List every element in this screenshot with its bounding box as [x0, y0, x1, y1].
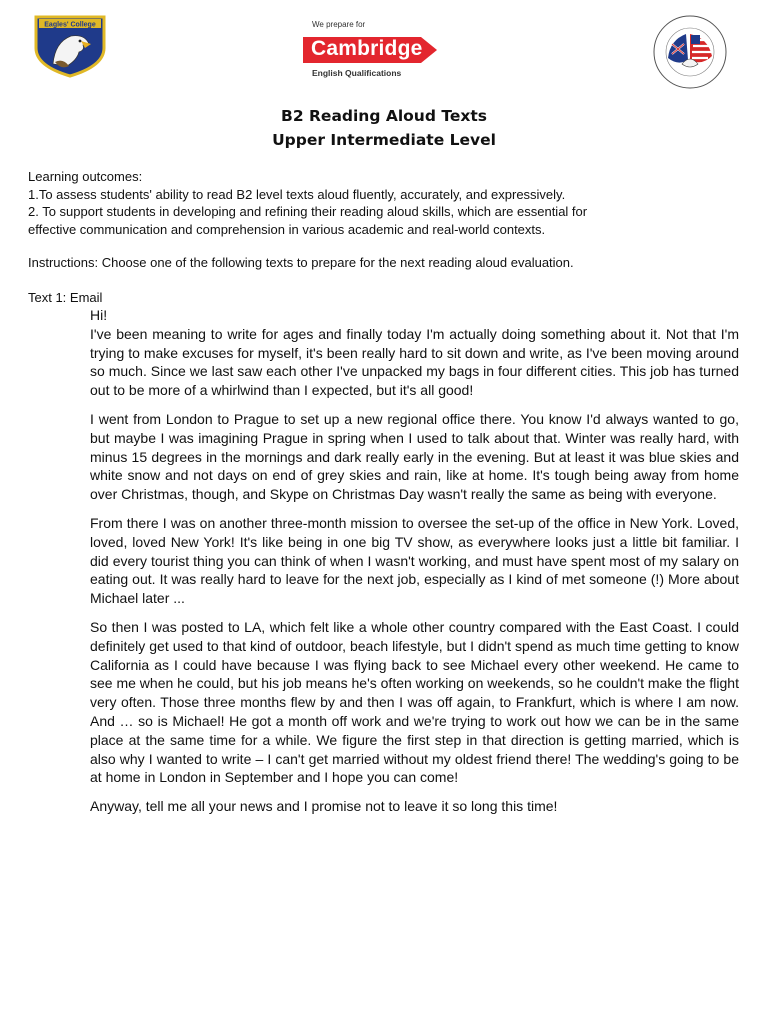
email-paragraph: I went from London to Prague to set up a new regional office there. You know I'd always wanted to go, but maybe I was imagining Prague in spring when I used to talk about that. Winter was really hard, with minus 15 degrees in the mornings and dark really early in the evening. But at least it was blue skies and white snow and not days on end of grey skies and rain, like at home. It's tough being away from home over Christmas, though, and Skype on Christmas Day wasn't really the same as being with everyone.	[90, 410, 739, 503]
learning-outcomes	[28, 168, 748, 238]
instructions: Instructions: Choose one of the following texts to prepare for the next reading aloud evaluation.	[28, 255, 574, 270]
cambridge-brand: Cambridge	[311, 37, 423, 60]
text-1-label: Text 1: Email	[28, 290, 103, 305]
document-titles	[0, 104, 768, 152]
email-paragraph: From there I was on another three-month mission to oversee the set-up of the office in New York. Loved, loved, loved New York! It's like being in one big TV show, as everywhere looks just a little bit familiar. I did every tourist thing you can think of when I wasn't working, and must have spent most of my salary on eating out. It was really hard to leave for the next job, especially as I kind of met someone (!) More about Michael later ...	[90, 514, 739, 607]
document-title: B2 Reading Aloud Texts	[281, 107, 487, 125]
outcome-2-line-a: 2. To support students in developing and refining their reading aloud skills, which are essential for	[28, 204, 588, 219]
learning-outcomes-heading: Learning outcomes:	[28, 169, 143, 184]
cambridge-tagline: We prepare for	[312, 20, 366, 29]
email-paragraph: So then I was posted to LA, which felt like a whole other country compared with the East Coast. I could definitely get used to that kind of outdoor, beach lifestyle, but I didn't spend as much time getting to know California as I could have because I was flying back to see Michael every other weekend. He came to see me when he could, but his job means he's often working on weekends, so he couldn't make the flight very often. Those three months flew by and then I was off again, to Frankfurt, which is where I am now. And … so is Michael! He got a month off work and we're trying to work out how we can be in the same place at the same time for a while. We figure the first step in that direction is getting married, which is also why I wanted to write – I can't get married without my oldest friend there! The wedding's going to be at home in London in September and I hope you can come!	[90, 618, 739, 786]
email-greeting: Hi!	[90, 307, 108, 323]
cambridge-logo	[303, 20, 445, 82]
eagle-shield-icon	[33, 14, 107, 78]
outcome-1: 1.To assess students' ability to read B2 level texts aloud fluently, accurately, and expressively.	[28, 186, 566, 202]
document-subtitle: Upper Intermediate Level	[272, 131, 496, 149]
eagles-college-english-community-seal-icon	[652, 14, 728, 90]
english-community-seal	[652, 14, 728, 90]
email-paragraph: Anyway, tell me all your news and I promise not to leave it so long this time!	[90, 798, 558, 815]
eagles-college-logo	[33, 14, 107, 78]
cambridge-qualifications: English Qualifications	[312, 68, 402, 78]
svg-text:Eagles' College: Eagles' College	[44, 21, 96, 29]
outcome-2-line-b: effective communication and comprehension in various academic and real-world contexts.	[28, 221, 546, 237]
email-text	[90, 306, 739, 826]
email-paragraph: I've been meaning to write for ages and finally today I'm actually doing something about it. Not that I'm trying to make excuses for myself, it's been really hard to sit down and write, as I've been moving around so much. Since we last saw each other I've unpacked my bags in four different cities. This job has turned out to be more of a whirlwind than I expected, but it's all good!	[90, 325, 739, 399]
